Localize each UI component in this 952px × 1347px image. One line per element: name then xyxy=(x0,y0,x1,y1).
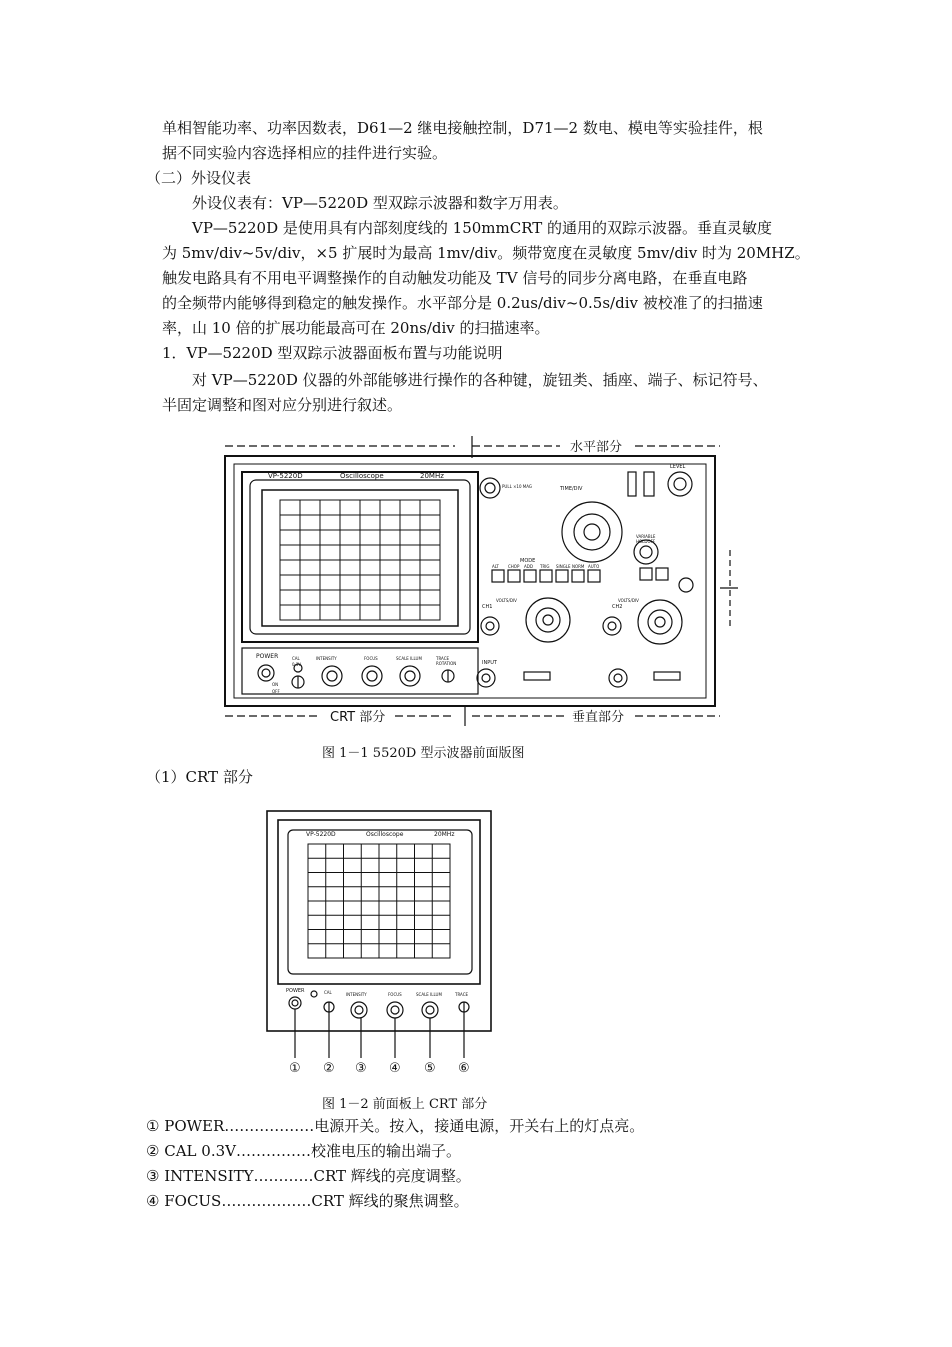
svg-text:⑥: ⑥ xyxy=(458,1061,470,1076)
svg-text:VOLTS/DIV: VOLTS/DIV xyxy=(618,598,639,603)
item-number: ① xyxy=(146,1117,160,1135)
item-description: CRT 辉线的亮度调整。 xyxy=(313,1167,471,1185)
svg-text:TIME/DIV: TIME/DIV xyxy=(560,486,583,492)
svg-text:SCALE ILLUM: SCALE ILLUM xyxy=(396,656,422,661)
paragraph-line: 据不同实验内容选择相应的挂件进行实验。 xyxy=(162,144,448,162)
svg-text:MODE: MODE xyxy=(520,558,536,564)
item-dots: ……………… xyxy=(221,1192,312,1210)
svg-text:④: ④ xyxy=(389,1061,401,1076)
svg-text:LEVEL: LEVEL xyxy=(670,464,686,470)
svg-text:FOCUS: FOCUS xyxy=(364,656,378,661)
svg-text:SCALE ILLUM: SCALE ILLUM xyxy=(416,992,442,997)
list-item xyxy=(146,1116,644,1136)
figure-1-caption: 图 1－1 5520D 型示波器前面版图 xyxy=(322,746,525,761)
svg-text:20MHz: 20MHz xyxy=(420,472,444,480)
svg-text:⑤: ⑤ xyxy=(424,1061,436,1076)
svg-text:②: ② xyxy=(323,1061,335,1076)
paragraph-line: 外设仪表有：VP—5220D 型双踪示波器和数字万用表。 xyxy=(192,194,568,212)
svg-text:INTENSITY: INTENSITY xyxy=(346,992,367,997)
svg-text:Oscilloscope: Oscilloscope xyxy=(340,472,384,480)
svg-text:FOCUS: FOCUS xyxy=(388,992,402,997)
svg-text:Oscilloscope: Oscilloscope xyxy=(366,831,404,838)
item-dots: …………… xyxy=(235,1142,311,1160)
svg-text:OFF: OFF xyxy=(272,689,280,694)
paragraph-line: 对 VP—5220D 仪器的外部能够进行操作的各种键，旋钮类、插座、端子、标记符号、 xyxy=(192,371,768,389)
svg-text:③: ③ xyxy=(355,1061,367,1076)
svg-text:CH2: CH2 xyxy=(612,604,623,610)
item-description: 电源开关。按入，接通电源，开关右上的灯点亮。 xyxy=(314,1117,645,1135)
item-description: 校准电压的输出端子。 xyxy=(310,1142,461,1160)
section-heading-crt: （1）CRT 部分 xyxy=(146,768,253,786)
svg-text:①: ① xyxy=(289,1061,301,1076)
item-name: INTENSITY xyxy=(164,1167,254,1185)
svg-text:CAL: CAL xyxy=(292,656,300,661)
paragraph-line: 半固定调整和图对应分别进行叙述。 xyxy=(162,396,403,414)
paragraph-line: 的全频带内能够得到稳定的触发操作。水平部分是 0.2us/div~0.5s/div 被校准了的扫描速 xyxy=(162,294,763,312)
list-item xyxy=(146,1141,461,1161)
item-number: ④ xyxy=(146,1192,160,1210)
svg-text:POWER: POWER xyxy=(286,988,305,994)
item-dots: ……………… xyxy=(224,1117,315,1135)
svg-text:CAL: CAL xyxy=(324,990,332,995)
svg-text:CHOP: CHOP xyxy=(508,564,520,569)
svg-text:SINGLE: SINGLE xyxy=(556,564,571,569)
section-heading: （二）外设仪表 xyxy=(146,169,252,187)
svg-text:TRACE: TRACE xyxy=(436,656,450,661)
svg-text:POWER: POWER xyxy=(256,653,279,660)
item-name: CAL 0.3V xyxy=(164,1142,236,1160)
svg-text:NORM: NORM xyxy=(572,564,585,569)
svg-text:VP-5220D: VP-5220D xyxy=(306,831,336,838)
paragraph-line: VP—5220D 是使用具有内部刻度线的 150mmCRT 的通用的双踪示波器。垂直灵敏度 xyxy=(192,219,773,237)
paragraph-line: 单相智能功率、功率因数表，D61—2 继电接触控制，D71—2 数电、模电等实验挂件，根 xyxy=(162,119,763,137)
svg-text:20MHz: 20MHz xyxy=(434,831,455,838)
svg-text:INTENSITY: INTENSITY xyxy=(316,656,337,661)
svg-text:ALT: ALT xyxy=(492,564,499,569)
svg-text:TRIG: TRIG xyxy=(540,564,550,569)
subsection-heading: 1．VP—5220D 型双踪示波器面板布置与功能说明 xyxy=(162,344,503,362)
oscilloscope-front-panel-figure xyxy=(220,430,740,730)
paragraph-line: 为 5mv/div~5v/div，×5 扩展时为最高 1mv/div。频带宽度在灵敏度 5mv/div 时为 20MHZ。 xyxy=(162,244,810,262)
item-dots: ………… xyxy=(253,1167,314,1185)
list-item xyxy=(146,1191,469,1211)
svg-text:0.3V: 0.3V xyxy=(292,662,302,667)
svg-text:ADD: ADD xyxy=(524,564,533,569)
svg-text:TRACE: TRACE xyxy=(455,992,469,997)
svg-text:PULL ×10 MAG: PULL ×10 MAG xyxy=(502,484,532,489)
item-description: CRT 辉线的聚焦调整。 xyxy=(311,1192,469,1210)
svg-text:垂直部分: 垂直部分 xyxy=(572,710,625,725)
crt-section-figure xyxy=(262,806,498,1088)
item-name: FOCUS xyxy=(164,1192,222,1210)
svg-text:ROTATION: ROTATION xyxy=(436,661,457,666)
svg-text:AUTO: AUTO xyxy=(588,564,600,569)
svg-text:VOLTS/DIV: VOLTS/DIV xyxy=(496,598,517,603)
svg-text:HOLDOFF: HOLDOFF xyxy=(636,539,656,544)
svg-text:ON: ON xyxy=(272,682,279,687)
svg-text:CRT 部分: CRT 部分 xyxy=(330,710,386,725)
svg-text:CH1: CH1 xyxy=(482,604,493,610)
item-name: POWER xyxy=(164,1117,225,1135)
svg-text:水平部分: 水平部分 xyxy=(570,440,623,455)
paragraph-line: 率，山 10 倍的扩展功能最高可在 20ns/div 的扫描速率。 xyxy=(162,319,550,337)
figure-2-caption: 图 1－2 前面板上 CRT 部分 xyxy=(322,1097,488,1112)
svg-text:VP-5220D: VP-5220D xyxy=(268,472,303,480)
list-item xyxy=(146,1166,471,1186)
item-number: ② xyxy=(146,1142,160,1160)
svg-text:VARIABLE: VARIABLE xyxy=(636,534,656,539)
item-number: ③ xyxy=(146,1167,160,1185)
paragraph-line: 触发电路具有不用电平调整操作的自动触发功能及 TV 信号的同步分离电路，在垂直电路 xyxy=(162,269,748,287)
svg-text:INPUT: INPUT xyxy=(482,660,497,666)
